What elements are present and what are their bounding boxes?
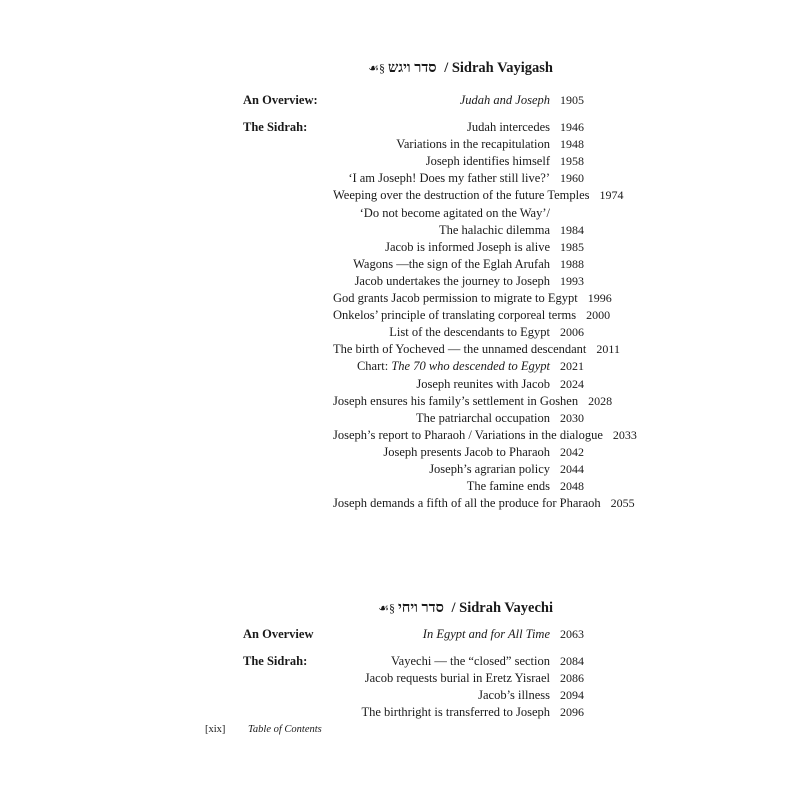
page-number: 2000 <box>586 308 611 323</box>
sidrah-name: Sidrah Vayigash <box>451 60 553 76</box>
toc-entry <box>243 273 593 290</box>
running-title: Table of Contents <box>248 724 322 735</box>
page-number: 2086 <box>560 671 584 686</box>
toc-entry <box>243 222 593 239</box>
overview-title: Judah and Joseph <box>459 93 550 107</box>
entry-title: List of the descendants to Egypt <box>389 325 550 340</box>
toc-entry-chart <box>243 358 593 375</box>
toc-entry <box>243 290 612 307</box>
page-number: 2084 <box>560 654 584 669</box>
page-number: 1996 <box>587 291 612 306</box>
entry-title: The famine ends <box>466 479 550 494</box>
toc-entry <box>243 205 593 222</box>
title-separator: / <box>447 600 460 616</box>
chart-title: The 70 who descended to Egypt <box>391 359 550 374</box>
toc-entry <box>243 170 593 187</box>
entry-title: Joseph’s agrarian policy <box>429 461 550 476</box>
entry-title: ‘I am Joseph! Does my father still live?’ <box>348 171 550 186</box>
entry-title: Joseph presents Jacob to Pharaoh <box>383 444 550 459</box>
page-number: 2094 <box>560 688 584 703</box>
toc-entry <box>243 239 593 256</box>
page-number: 1993 <box>560 273 584 288</box>
toc-entry <box>243 427 637 444</box>
toc-entry <box>243 187 624 204</box>
overview-row <box>243 626 593 643</box>
entry-title: Joseph demands a fifth of all the produce for Pharaoh <box>333 496 601 511</box>
page-number: 2030 <box>560 410 584 425</box>
page-number: 2033 <box>612 427 637 442</box>
sidrah-label: The Sidrah: <box>243 120 308 135</box>
entry-title: The patriarchal occupation <box>416 410 550 425</box>
chart-prefix: Chart: <box>356 359 392 374</box>
entry-title: Joseph reunites with Jacob <box>416 376 550 391</box>
toc-entry <box>243 444 593 461</box>
page-number: 2048 <box>560 479 584 494</box>
entry-title: Weeping over the destruction of the future Temples <box>333 188 590 203</box>
page-number: 1960 <box>560 171 584 186</box>
hebrew-title: סדר ויגש <box>388 60 437 76</box>
entry-title: Vayechi — the “closed” section <box>391 654 550 669</box>
toc-entry <box>243 478 593 495</box>
page-footer <box>205 724 322 735</box>
ornament-icon: ☙§ <box>368 61 386 75</box>
page-number: 2044 <box>560 461 584 476</box>
overview-label: An Overview <box>243 627 314 641</box>
page-number: 2055 <box>610 496 635 511</box>
toc-entry <box>243 393 613 410</box>
page-number: 2024 <box>560 376 584 391</box>
entry-title: Joseph identifies himself <box>425 154 550 169</box>
overview-title: In Egypt and for All Time <box>422 627 550 641</box>
page-number: 2021 <box>560 359 584 374</box>
page-number: 1905 <box>560 93 584 107</box>
toc-entry <box>243 341 620 358</box>
toc-entry <box>243 670 593 687</box>
page-number: 2096 <box>560 705 584 720</box>
toc-entry <box>243 461 593 478</box>
entry-title: Onkelos’ principle of translating corporeal terms <box>333 308 577 323</box>
toc-entry <box>243 307 611 324</box>
section-header <box>243 58 593 78</box>
page-number: 2011 <box>596 342 620 357</box>
page-number: 2028 <box>588 393 613 408</box>
page-number: 1985 <box>560 239 584 254</box>
toc-entry <box>243 376 593 393</box>
toc-entry <box>243 119 593 136</box>
entry-title: Jacob undertakes the journey to Joseph <box>354 273 550 288</box>
title-separator: / <box>440 60 452 76</box>
section-header <box>243 598 593 618</box>
toc-entry <box>243 495 635 512</box>
entry-title <box>333 358 560 375</box>
folio-number: [xix] <box>205 724 226 735</box>
section-vayechi <box>243 598 593 721</box>
entry-title: Jacob’s illness <box>478 688 550 703</box>
entry-title: Wagons —the sign of the Eglah Arufah <box>353 256 550 271</box>
entry-title: ‘Do not become agitated on the Way’/ <box>359 205 550 220</box>
page-number: 1958 <box>560 154 584 169</box>
entry-title: The birth of Yocheved — the unnamed descendant <box>333 342 587 357</box>
entry-title: The birthright is transferred to Joseph <box>361 705 550 720</box>
overview-row <box>243 92 593 109</box>
page-number: 1948 <box>560 137 584 152</box>
page-number: 1988 <box>560 256 584 271</box>
overview-label: An Overview: <box>243 93 318 107</box>
sidrah-label: The Sidrah: <box>243 654 308 669</box>
entry-title: The halachic dilemma <box>438 222 550 237</box>
entry-title: Jacob requests burial in Eretz Yisrael <box>364 671 550 686</box>
toc-entry <box>243 704 593 721</box>
entry-title: Judah intercedes <box>467 120 550 135</box>
toc-entry <box>243 653 593 670</box>
page-number: 2006 <box>560 325 584 340</box>
toc-entry <box>243 410 593 427</box>
page-number: 1984 <box>560 222 584 237</box>
toc-entry <box>243 256 593 273</box>
sidrah-name: Sidrah Vayechi <box>459 600 553 616</box>
entry-title: God grants Jacob permission to migrate to Egypt <box>333 291 578 306</box>
page-number: 2063 <box>560 627 584 641</box>
page-number: 1974 <box>599 188 624 203</box>
entry-title: Joseph ensures his family’s settlement in Goshen <box>333 393 579 408</box>
toc-entry <box>243 153 593 170</box>
toc-entry <box>243 136 593 153</box>
section-vayigash <box>243 58 637 512</box>
entry-title: Joseph’s report to Pharaoh / Variations in the dialogue <box>333 427 603 442</box>
toc-entry <box>243 324 593 341</box>
entry-title: Variations in the recapitulation <box>396 137 550 152</box>
page-number: 2042 <box>560 444 584 459</box>
hebrew-title: סדר ויחי <box>397 600 444 616</box>
entry-title: Jacob is informed Joseph is alive <box>385 239 550 254</box>
toc-entry <box>243 687 593 704</box>
ornament-icon: ☙§ <box>378 601 395 615</box>
page-number: 1946 <box>560 120 584 135</box>
